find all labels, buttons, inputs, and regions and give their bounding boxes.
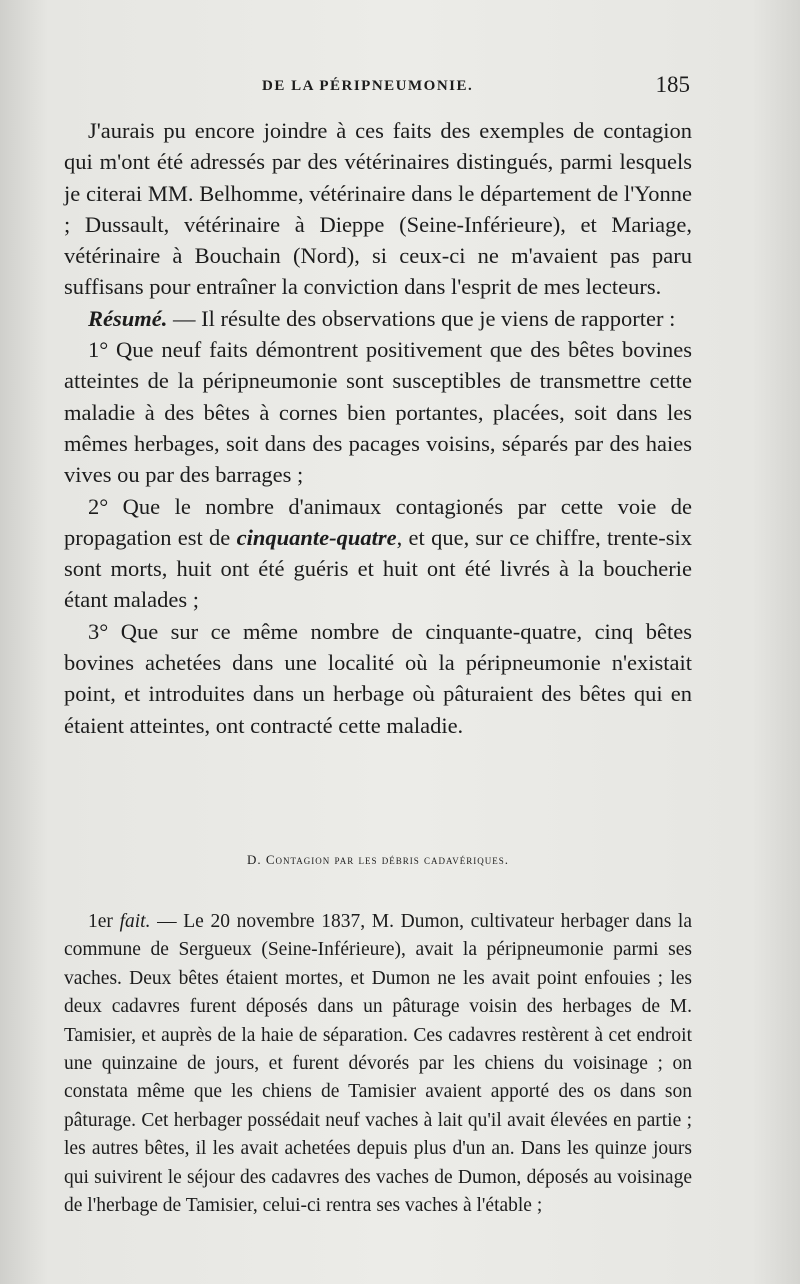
item-2-start: 2° Que le nombre d'animaux contagionés par cette voie de propagation est de [64, 493, 692, 550]
resume-label: Résumé. [88, 305, 168, 331]
list-item-1: 1° Que neuf faits démontrent positivement que des bêtes bovines atteintes de la péripneumonie sont susceptibles de transmettre cette maladie à des bêtes à cornes bien portantes, placées, soit dans les mêmes herbages, soit dans des pacages voisins, séparés par des haies vives ou par des barrages ; [64, 337, 692, 488]
paragraph-first-case [64, 908, 692, 1220]
list-item-2 [64, 491, 692, 616]
page-header [66, 72, 690, 104]
item-2-emphasis: cinquante-quatre [236, 524, 397, 550]
case-label: fait. [119, 911, 151, 932]
case-number: 1er [88, 911, 113, 932]
case-body: — Le 20 novembre 1837, M. Dumon, cultivateur herbager dans la commune de Sergueux (Seine-Inférieure), avait la péripneumonie parmi ses vaches. Deux bêtes étaient mortes, et Dumon ne les avait point enfouies ; les deux cadavres furent déposés dans un pâturage voisin des herbages de M. Tamisier, et auprès de la haie de séparation. Ces cadavres restèrent à cet endroit une quinzaine de jours, et furent dévorés par les chiens du voisinage ; on constata même que les chiens de Tamisier avaient apporté des os dans son pâturage. Cet herbager possédait neuf vaches à lait qu'il avait élevées en partie ; les autres bêtes, il les avait achetées depuis plus d'un an. Dans les quinze jours qui suivirent le séjour des cadavres des vaches de Dumon, déposés au voisinage de l'herbage de Tamisier, celui-ci rentra ses vaches à l'étable ; [64, 911, 693, 1217]
paragraph-contagion-examples: J'aurais pu encore joindre à ces faits des exemples de contagion qui m'ont été adressés par des vétérinaires distingués, parmi lesquels je citerai MM. Belhomme, vétérinaire dans le département de l'Yonne ; Dussault, vétérinaire à Dieppe (Seine-Inférieure), et Mariage, vétérinaire à Bouchain (Nord), si ceux-ci ne m'avaient pas paru suffisans pour entraîner la conviction dans l'esprit de mes lecteurs. [64, 118, 692, 300]
section-subheading: D. Contagion par les débris cadavériques. [246, 852, 510, 867]
page-number: 185 [655, 72, 690, 97]
resume-text: — Il résulte des observations que je viens de rapporter : [167, 305, 676, 331]
paragraph-resume [64, 303, 692, 334]
case-text [64, 908, 692, 1220]
running-title: DE LA PÉRIPNEUMONIE. [262, 78, 474, 94]
item-2-end: , et que, sur ce chiffre, trente-six sont morts, huit ont été guéris et huit ont été livrés à la boucherie étant malades ; [64, 524, 692, 613]
main-text [64, 115, 692, 741]
list-item-3: 3° Que sur ce même nombre de cinquante-quatre, cinq bêtes bovines achetées dans une localité où la péripneumonie n'existait point, et introduites dans un herbage où pâturaient des bêtes qui en étaient atteintes, ont contracté cette maladie. [64, 618, 692, 738]
